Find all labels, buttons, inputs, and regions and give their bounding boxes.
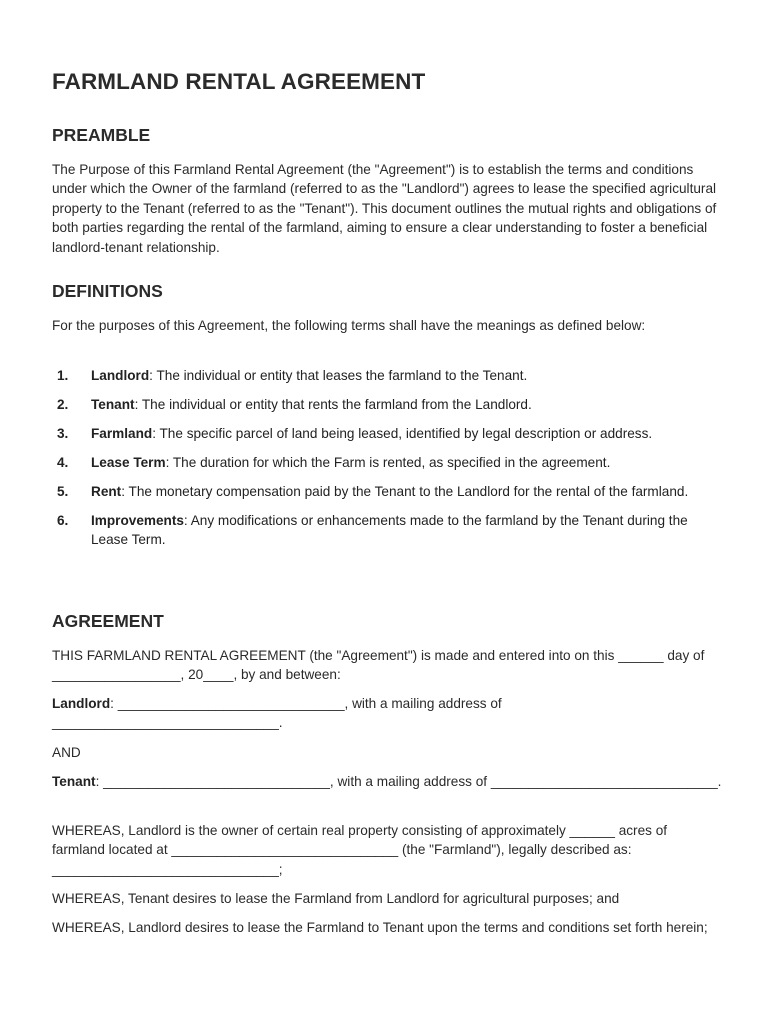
definition-item [52,424,722,443]
definition-item [52,482,722,501]
tenant-text: : ______________________________, with a mailing address of ______________________________. [95,774,722,789]
definition-term: Rent [91,484,122,499]
definitions-intro: For the purposes of this Agreement, the following terms shall have the meanings as defined below: [52,318,646,333]
definition-number: 3. [57,426,69,441]
definitions-heading: DEFINITIONS [52,281,163,301]
definition-number: 6. [57,513,69,528]
tenant-clause [52,772,722,791]
whereas-clause-3: WHEREAS, Landlord desires to lease the Farmland to Tenant upon the terms and conditions set forth herein; [52,920,708,935]
definition-term: Lease Term [91,455,166,470]
and-text: AND [52,745,81,760]
definition-term: Tenant [91,397,135,412]
agreement-intro: THIS FARMLAND RENTAL AGREEMENT (the "Agreement") is made and entered into on this ______ day of _________________, 20____, by and between: [52,648,705,683]
preamble-heading: PREAMBLE [52,125,151,145]
definition-item [52,366,722,385]
definition-text: : The individual or entity that rents the farmland from the Landlord. [134,397,532,412]
definition-number: 5. [57,484,69,499]
definitions-list [52,366,722,559]
landlord-clause [52,694,722,733]
preamble-text: The Purpose of this Farmland Rental Agreement (the "Agreement") is to establish the terms and conditions under which the Owner of the farmland (referred to as the "Landlord") agrees to lease the specified agricultural property to the Tenant (referred to as the "Tenant"). This document outlines the mutual rights and obligations of both parties regarding the rental of the farmland, aiming to ensure a clear understanding to foster a beneficial landlord-tenant relationship. [52,162,717,255]
definition-text: : Any modifications or enhancements made to the farmland by the Tenant during the Lease Term. [91,513,688,548]
definition-text: : The duration for which the Farm is rented, as specified in the agreement. [165,455,611,470]
document-title: FARMLAND RENTAL AGREEMENT [52,69,426,94]
definition-term: Improvements [91,513,184,528]
whereas-clause-2: WHEREAS, Tenant desires to lease the Farmland from Landlord for agricultural purposes; and [52,891,620,906]
definition-number: 2. [57,397,69,412]
definition-text: : The individual or entity that leases the farmland to the Tenant. [149,368,528,383]
whereas-clause-1: WHEREAS, Landlord is the owner of certain real property consisting of approximately ______ acres of farmland located at ______________________________ (the "Farmland"), legally described as: ______________________________; [52,823,668,877]
definition-item [52,453,722,472]
definition-term: Farmland [91,426,153,441]
definition-term: Landlord [91,368,150,383]
definition-text: : The monetary compensation paid by the Tenant to the Landlord for the rental of the farmland. [121,484,689,499]
landlord-label: Landlord [52,696,111,711]
definition-item [52,511,722,550]
definition-item [52,395,722,414]
tenant-label: Tenant [52,774,96,789]
definition-number: 4. [57,455,69,470]
landlord-text: : ______________________________, with a mailing address of ______________________________. [52,696,502,731]
agreement-heading: AGREEMENT [52,611,164,631]
definition-number: 1. [57,368,69,383]
definition-text: : The specific parcel of land being leased, identified by legal description or address. [152,426,653,441]
